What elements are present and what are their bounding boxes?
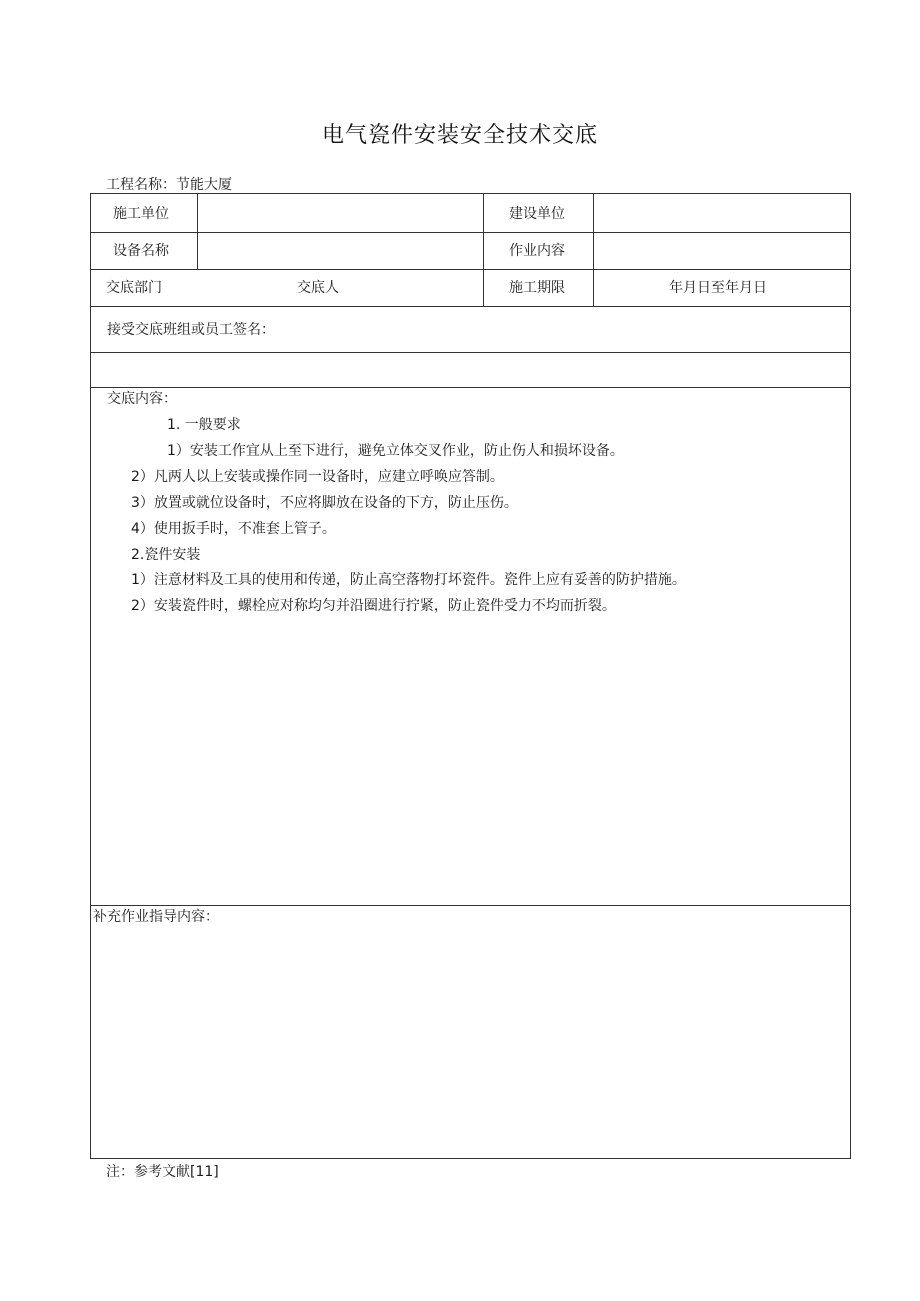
document-title: 电气瓷件安装安全技术交底: [321, 123, 598, 148]
row-divider: [91, 306, 850, 307]
equipment-name-label: 设备名称: [113, 243, 169, 259]
construction-period-value: 年月日至年月日: [669, 280, 767, 296]
supplement-heading: 补充作业指导内容：: [93, 909, 219, 925]
column-divider: [197, 194, 198, 269]
construction-period-label: 施工期限: [509, 280, 565, 296]
building-unit-label: 建设单位: [509, 206, 565, 222]
work-content-label: 作业内容: [509, 243, 565, 259]
row-divider: [91, 905, 850, 906]
row-divider: [91, 387, 850, 388]
project-name: [106, 174, 232, 194]
signature-label: 接受交底班组或员工签名：: [107, 322, 275, 338]
column-divider: [483, 194, 484, 306]
briefing-person-label: 交底人: [297, 280, 339, 296]
content-line: 2.瓷件安装: [131, 547, 201, 563]
content-line: 4）使用扳手时，不准套上管子。: [131, 521, 336, 537]
column-divider: [593, 194, 594, 306]
project-value: 节能大厦: [176, 177, 232, 193]
project-label: 工程名称：: [106, 177, 176, 193]
row-divider: [91, 232, 850, 233]
content-line: 2）凡两人以上安装或操作同一设备时，应建立呼唤应答制。: [131, 469, 504, 485]
construction-unit-label: 施工单位: [113, 206, 169, 222]
content-line: 1）注意材料及工具的使用和传递，防止高空落物打坏瓷件。瓷件上应有妥善的防护措施。: [131, 572, 686, 588]
content-line: 3）放置或就位设备时，不应将脚放在设备的下方，防止压伤。: [131, 495, 518, 511]
content-line: 1. 一般要求: [167, 417, 241, 433]
row-divider: [91, 269, 850, 270]
briefing-form-table: [90, 193, 851, 1159]
content-heading: 交底内容：: [107, 391, 177, 407]
briefing-dept-label: 交底部门: [106, 280, 162, 296]
content-line: 2）安装瓷件时，螺栓应对称均匀并沿圈进行拧紧，防止瓷件受力不均而折裂。: [131, 598, 616, 614]
row-divider: [91, 352, 850, 353]
content-line: 1）安装工作宜从上至下进行，避免立体交叉作业，防止伤人和损坏设备。: [167, 443, 624, 459]
footnote: 注：参考文献[11]: [106, 1164, 219, 1180]
